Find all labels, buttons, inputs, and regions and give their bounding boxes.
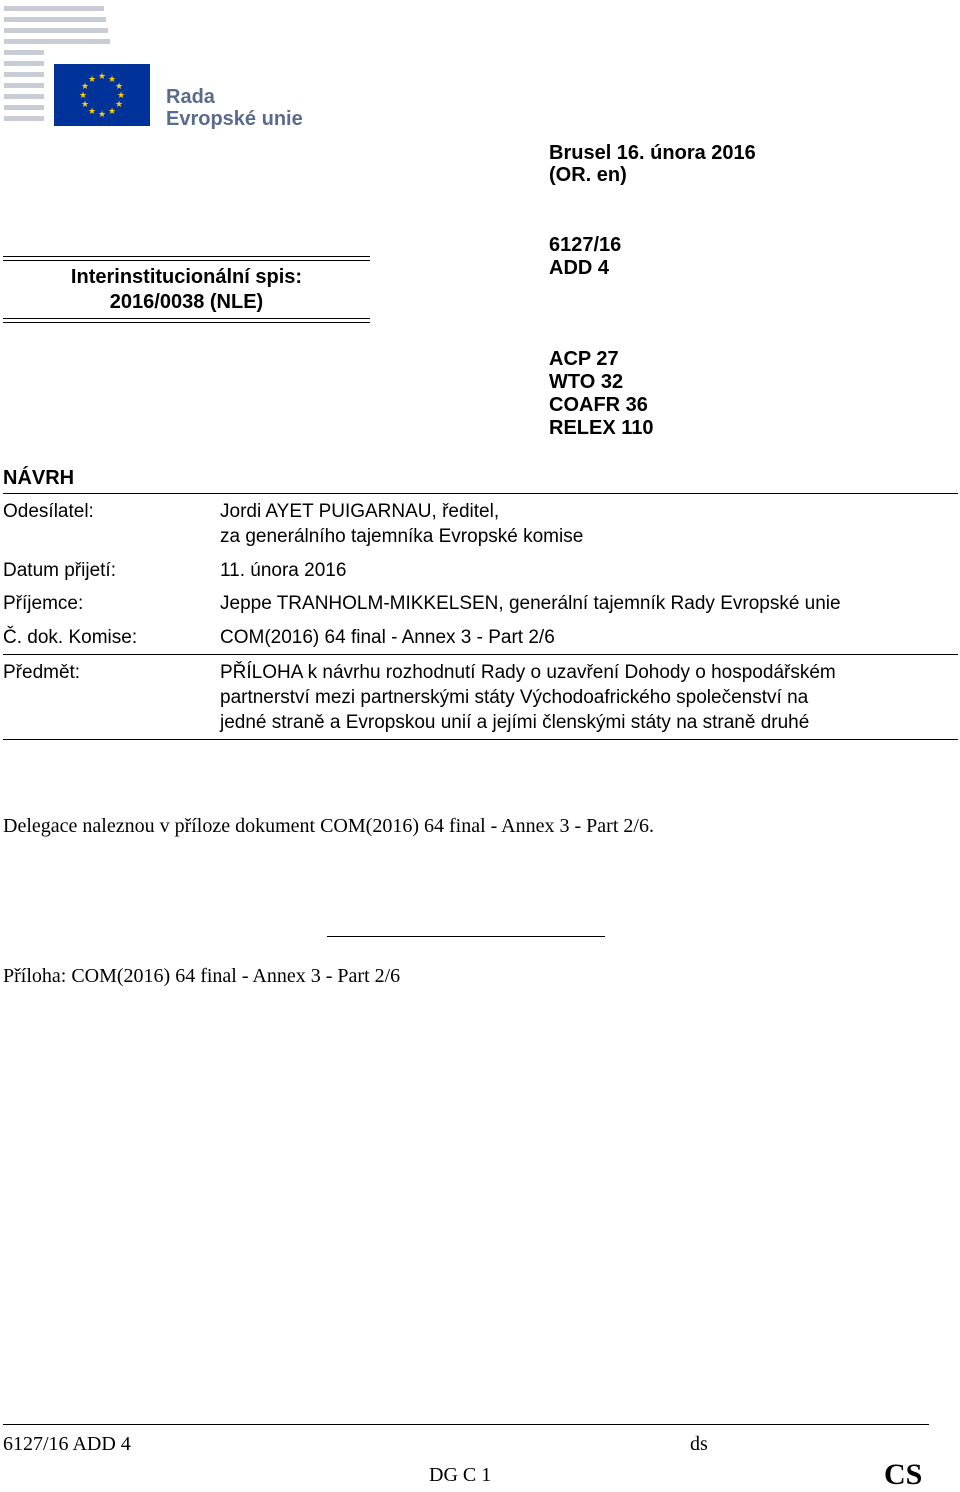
subject-line3: jedné straně a Evropskou unií a jejími členskými státy na straně druhé (220, 712, 810, 733)
footer-dg: DG C 1 (429, 1464, 492, 1486)
code-relex: RELEX 110 (549, 417, 654, 439)
place-date: Brusel 16. února 2016 (549, 142, 756, 164)
comdoc-label: Č. dok. Komise: (3, 627, 138, 648)
footer-lang: CS (884, 1458, 923, 1491)
inter-bottom-rule (3, 318, 370, 323)
doc-type: NÁVRH (3, 467, 75, 489)
svg-text:★: ★ (107, 107, 117, 117)
sender-line2: za generálního tajemníka Evropské komise (220, 526, 584, 547)
fields-bottom-rule (3, 739, 958, 740)
date-value: 11. února 2016 (220, 560, 347, 581)
inter-value: 2016/0038 (NLE) (109, 291, 264, 313)
footer-initials: ds (690, 1433, 708, 1455)
inter-label: Interinstitucionální spis: (70, 266, 303, 288)
svg-text:★: ★ (87, 75, 97, 85)
code-coafr: COAFR 36 (549, 394, 648, 416)
inter-top-rule (3, 256, 370, 261)
svg-text:★: ★ (114, 100, 124, 110)
code-wto: WTO 32 (549, 371, 624, 393)
svg-text:★: ★ (80, 82, 90, 92)
body-paragraph: Delegace naleznou v příloze dokument COM(2016) 64 final - Annex 3 - Part 2/6. (3, 815, 654, 837)
svg-text:★: ★ (97, 72, 107, 82)
subject-label: Předmět: (3, 662, 81, 683)
footer-rule (3, 1424, 929, 1425)
code-acp: ACP 27 (549, 348, 619, 370)
svg-text:★: ★ (114, 82, 124, 92)
logo-text-rada: Rada (166, 86, 215, 108)
subject-line2: partnerství mezi partnerskými státy Východoafrického společenství na (220, 687, 809, 708)
svg-text:★: ★ (78, 91, 88, 101)
svg-text:★: ★ (87, 107, 97, 117)
svg-text:★: ★ (80, 100, 90, 110)
attachment-line: Příloha: COM(2016) 64 final - Annex 3 - Part 2/6 (3, 965, 401, 987)
svg-text:★: ★ (107, 75, 117, 85)
sender-line1: Jordi AYET PUIGARNAU, ředitel, (220, 501, 500, 522)
sender-label: Odesílatel: (3, 501, 94, 522)
fields-top-rule (3, 493, 958, 494)
original-language: (OR. en) (549, 164, 627, 186)
separator-rule (327, 936, 605, 937)
logo-text-eu: Evropské unie (166, 108, 303, 130)
svg-text:★: ★ (116, 91, 126, 101)
footer-doc-ref: 6127/16 ADD 4 (3, 1433, 131, 1455)
subject-top-rule (3, 654, 958, 655)
svg-text:★: ★ (97, 110, 107, 120)
date-label: Datum přijetí: (3, 560, 116, 581)
recipient-value: Jeppe TRANHOLM-MIKKELSEN, generální tajemník Rady Evropské unie (220, 593, 841, 614)
doc-number: 6127/16 (549, 234, 622, 256)
comdoc-value: COM(2016) 64 final - Annex 3 - Part 2/6 (220, 627, 555, 648)
subject-line1: PŘÍLOHA k návrhu rozhodnutí Rady o uzavření Dohody o hospodářském (220, 662, 836, 683)
addendum: ADD 4 (549, 257, 610, 279)
recipient-label: Příjemce: (3, 593, 84, 614)
